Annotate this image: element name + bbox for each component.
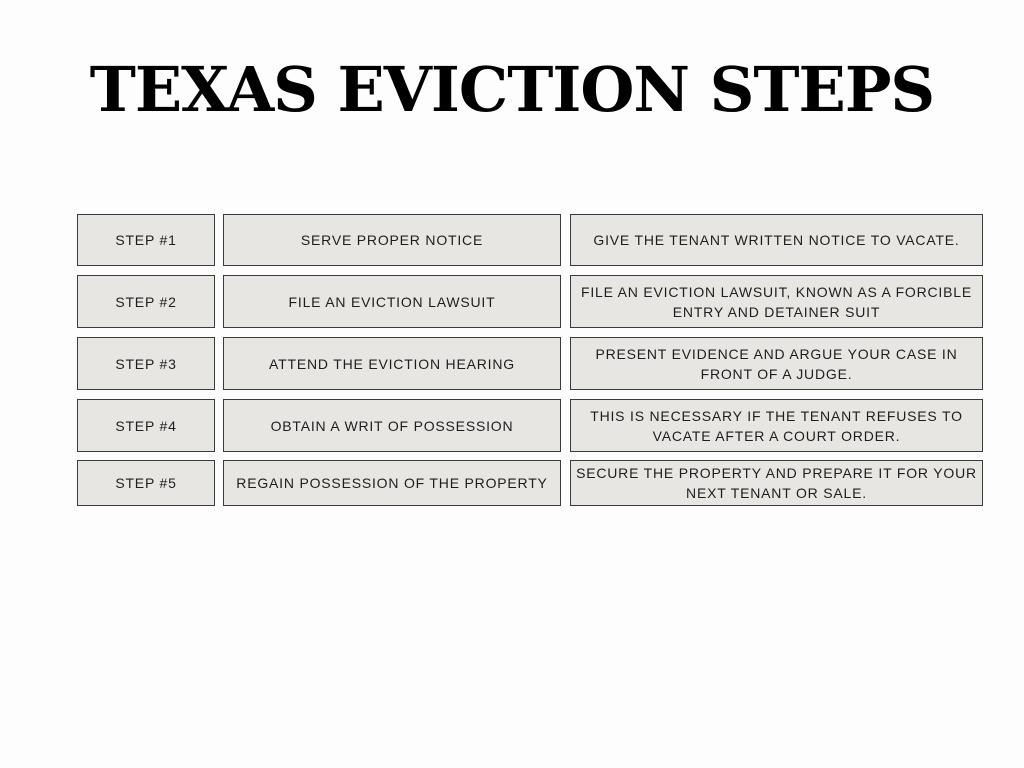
step-number: STEP #2 — [77, 275, 215, 328]
step-action: SERVE PROPER NOTICE — [223, 214, 561, 266]
page-title: TEXAS EVICTION STEPS — [89, 53, 935, 126]
step-description: THIS IS NECESSARY IF THE TENANT REFUSES TO VACATE AFTER A COURT ORDER. — [570, 399, 983, 452]
step-action: ATTEND THE EVICTION HEARING — [223, 337, 561, 390]
step-action: OBTAIN A WRIT OF POSSESSION — [223, 399, 561, 452]
step-number: STEP #1 — [77, 214, 215, 266]
step-number: STEP #4 — [77, 399, 215, 452]
step-action: REGAIN POSSESSION OF THE PROPERTY — [223, 460, 561, 506]
step-description: FILE AN EVICTION LAWSUIT, KNOWN AS A FORCIBLE ENTRY AND DETAINER SUIT — [570, 275, 983, 328]
step-number: STEP #3 — [77, 337, 215, 390]
step-description: PRESENT EVIDENCE AND ARGUE YOUR CASE IN FRONT OF A JUDGE. — [570, 337, 983, 390]
step-description: GIVE THE TENANT WRITTEN NOTICE TO VACATE. — [570, 214, 983, 266]
step-number: STEP #5 — [77, 460, 215, 506]
step-action: FILE AN EVICTION LAWSUIT — [223, 275, 561, 328]
step-description: SECURE THE PROPERTY AND PREPARE IT FOR YOUR NEXT TENANT OR SALE. — [570, 460, 983, 506]
